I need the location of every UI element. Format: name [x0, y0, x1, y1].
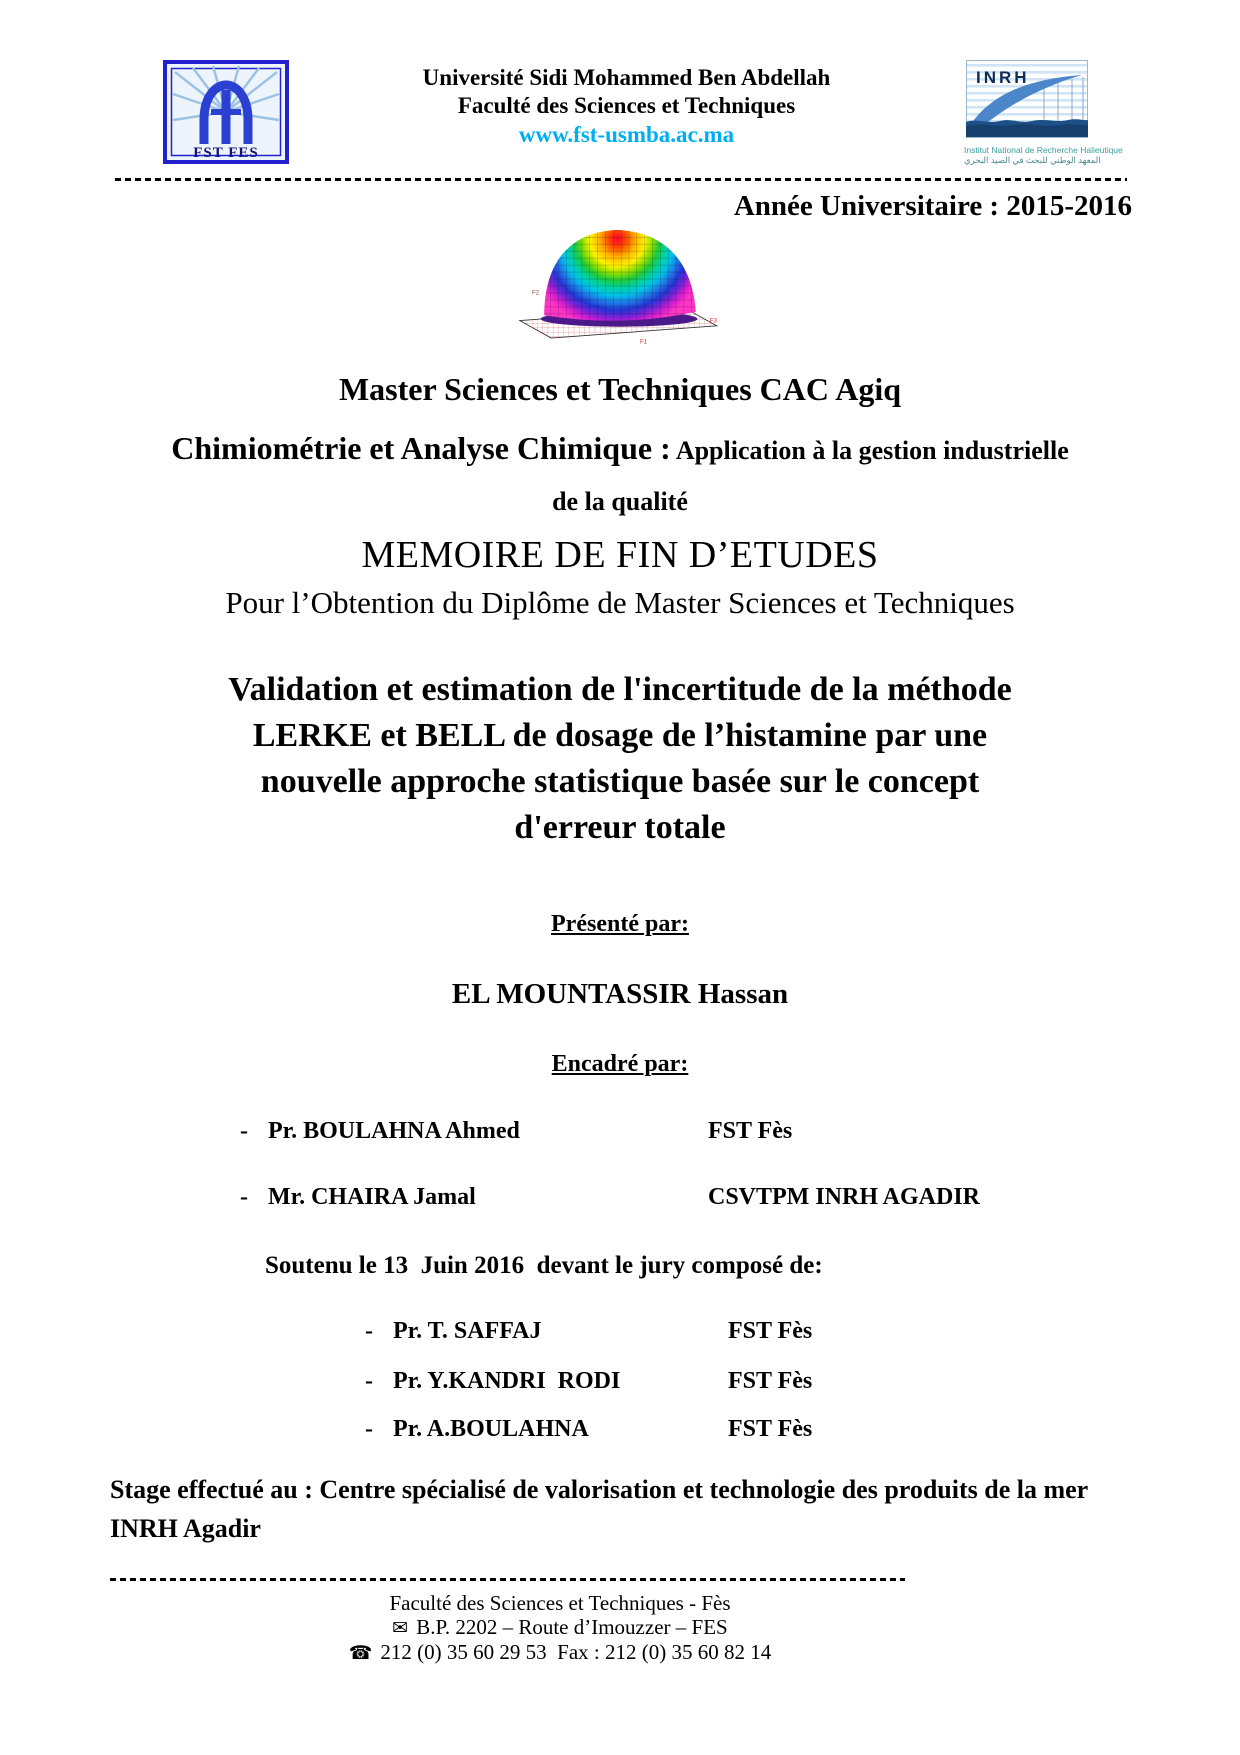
footer-faculty: Faculté des Sciences et Techniques - Fès — [389, 1591, 731, 1615]
faculty-name: Faculté des Sciences et Techniques — [457, 93, 796, 118]
dashed-divider-top — [115, 178, 1127, 181]
specialty-detail: Application à la gestion industrielle — [670, 436, 1069, 465]
dashed-divider-bottom — [110, 1578, 905, 1581]
jury-member-affiliation: FST Fès — [728, 1416, 813, 1442]
supervisor-name: Mr. CHAIRA Jamal — [268, 1184, 476, 1210]
academic-year: Année Universitaire : 2015-2016 — [733, 190, 1132, 222]
list-dash: - — [365, 1368, 373, 1394]
fst-logo-label: FST FES — [193, 145, 259, 161]
fst-fes-logo — [163, 60, 289, 169]
thesis-title-line-2: LERKE et BELL de dosage de l’histamine par une — [252, 717, 988, 754]
presented-by-label: Présenté par: — [551, 911, 689, 937]
jury-member-name: Pr. A.BOULAHNA — [393, 1416, 589, 1442]
jury-row — [365, 1316, 1240, 1346]
axis-label-left: F2 — [531, 289, 540, 297]
jury-member-affiliation: FST Fès — [728, 1368, 813, 1394]
website-link[interactable]: www.fst-usmba.ac.ma — [518, 122, 735, 147]
list-dash: - — [240, 1118, 248, 1144]
fst-fes-logo-image — [163, 60, 289, 164]
jury-member-affiliation: FST Fès — [728, 1318, 813, 1344]
telephone-icon: ☎ — [348, 1642, 373, 1664]
specialty-line — [0, 430, 1240, 467]
jury-row — [365, 1414, 1240, 1444]
water-dark — [966, 124, 1088, 137]
master-program-line: Master Sciences et Techniques CAC Agiq — [338, 371, 902, 407]
supervisor-name: Pr. BOULAHNA Ahmed — [268, 1118, 520, 1144]
supervisor-affiliation: CSVTPM INRH AGADIR — [708, 1184, 981, 1210]
specialty-main: Chimiométrie et Analyse Chimique : — [171, 430, 671, 466]
thesis-title — [0, 667, 1240, 851]
internship-line: Stage effectué au : Centre spécialisé de valorisation et technologie des produits de la mer INRH Agadir — [110, 1475, 1088, 1543]
footer-phone-text: 212 (0) 35 60 29 53 Fax : 212 (0) 35 60 82 14 — [380, 1640, 772, 1664]
supervisor-row — [240, 1182, 1240, 1212]
thesis-title-line-3: nouvelle approche statistique basée sur le concept — [260, 763, 980, 800]
axis-label-bottom: F1 — [640, 338, 648, 345]
inrh-caption-ar: المعهد الوطني للبحث في الصيد البحري — [964, 155, 1101, 165]
inrh-logo-label: INRH — [976, 68, 1030, 87]
masthead-text — [289, 60, 964, 149]
purpose-line: Pour l’Obtention du Diplôme de Master Sciences et Techniques — [225, 585, 1015, 620]
surface-plot-image — [495, 223, 745, 345]
specialty-continuation: de la qualité — [552, 487, 688, 516]
list-dash: - — [365, 1318, 373, 1344]
memoire-heading: MEMOIRE DE FIN D’ETUDES — [361, 534, 879, 576]
jury-member-name: Pr. Y.KANDRI RODI — [393, 1368, 621, 1394]
footer-address-text: B.P. 2202 – Route d’Imouzzer – FES — [416, 1615, 728, 1639]
university-name: Université Sidi Mohammed Ben Abdellah — [422, 65, 831, 90]
surface-mesh — [544, 230, 696, 321]
footer — [0, 1591, 1240, 1665]
masthead — [0, 0, 1240, 172]
supervisor-affiliation: FST Fès — [708, 1118, 793, 1144]
jury-row — [365, 1366, 1240, 1396]
defense-intro: Soutenu le 13 Juin 2016 devant le jury composé de: — [265, 1252, 823, 1279]
jury-member-name: Pr. T. SAFFAJ — [393, 1318, 542, 1344]
footer-address — [0, 1615, 1120, 1640]
inrh-caption-fr: Institut National de Recherche Halieutique — [964, 145, 1123, 155]
thesis-title-line-1: Validation et estimation de l'incertitude de la méthode — [228, 671, 1012, 708]
footer-phone — [0, 1640, 1120, 1665]
list-dash: - — [365, 1416, 373, 1442]
thesis-title-line-4: d'erreur totale — [514, 809, 726, 846]
envelope-icon: ✉ — [392, 1617, 409, 1639]
author-name: EL MOUNTASSIR Hassan — [451, 978, 789, 1010]
list-dash: - — [240, 1184, 248, 1210]
surface-plot-figure — [495, 223, 745, 345]
supervised-by-label: Encadré par: — [551, 1051, 689, 1077]
supervisor-row — [240, 1116, 1240, 1146]
inrh-logo — [964, 60, 1123, 165]
axis-label-right: F3 — [709, 317, 717, 325]
inrh-logo-image — [966, 60, 1088, 138]
